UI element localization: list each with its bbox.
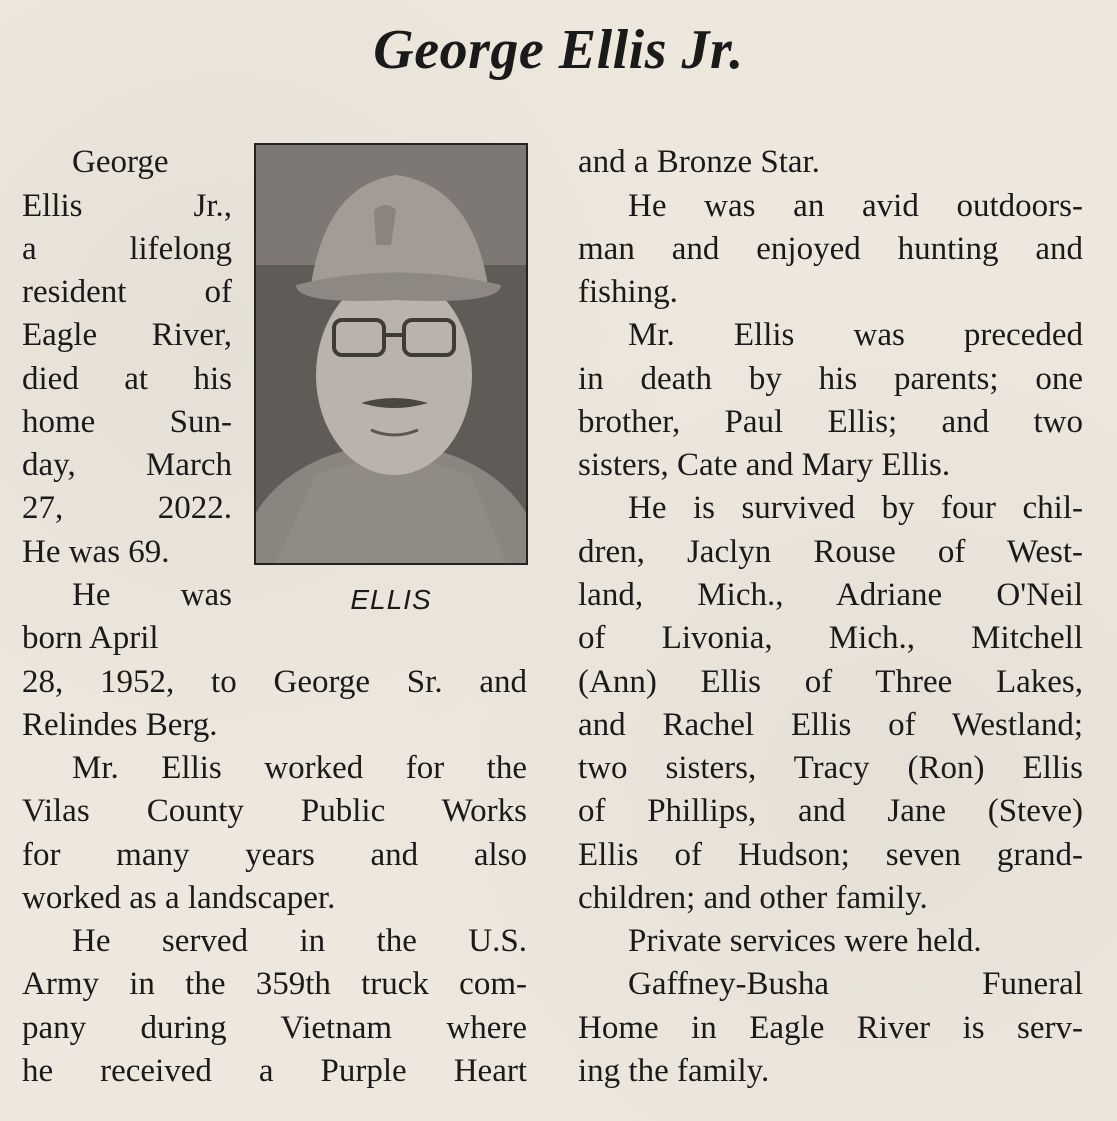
text-line: George <box>72 144 169 180</box>
text-line: in death by his parents; one <box>578 361 1083 397</box>
portrait-image <box>256 145 526 563</box>
text-line: Relindes Berg. <box>22 707 218 743</box>
obituary-title: George Ellis Jr. <box>373 19 744 81</box>
text-line: Gaffney-Busha Funeral <box>628 966 1083 1002</box>
text-line: died at his <box>22 361 232 397</box>
text-line: Vilas County Public Works <box>22 793 527 829</box>
text-line: He served in the U.S. <box>72 923 527 959</box>
text-line: 27, 2022. <box>22 490 232 526</box>
text-line: Ellis of Hudson; seven grand- <box>578 837 1083 873</box>
text-line: a lifelong <box>22 231 232 267</box>
text-line: day, March <box>22 447 232 483</box>
text-line: Home in Eagle River is serv- <box>578 1010 1083 1046</box>
text-line: resident of <box>22 274 232 310</box>
text-line: and a Bronze Star. <box>578 144 820 180</box>
text-line: sisters, Cate and Mary Ellis. <box>578 447 951 483</box>
text-line: born April <box>22 620 159 656</box>
text-line: Mr. Ellis was preceded <box>628 317 1083 353</box>
text-line: and Rachel Ellis of Westland; <box>578 707 1083 743</box>
text-line: fishing. <box>578 274 678 310</box>
text-line: Mr. Ellis worked for the <box>72 750 527 786</box>
text-line: worked as a landscaper. <box>22 880 336 916</box>
photo-caption: ELLIS <box>350 584 432 615</box>
text-line: land, Mich., Adriane O'Neil <box>578 577 1083 613</box>
text-line: Ellis Jr., <box>22 188 232 224</box>
text-line: ing the family. <box>578 1053 770 1089</box>
text-line: pany during Vietnam where <box>22 1010 527 1046</box>
text-line: He was an avid outdoors- <box>628 188 1083 224</box>
text-line: children; and other family. <box>578 880 928 916</box>
text-line: he received a Purple Heart <box>22 1053 527 1089</box>
text-line: Eagle River, <box>22 317 232 353</box>
text-line: He was <box>72 577 232 613</box>
text-line: He is survived by four chil- <box>628 490 1083 526</box>
portrait-photo <box>254 143 528 565</box>
text-line: (Ann) Ellis of Three Lakes, <box>578 664 1083 700</box>
text-line: man and enjoyed hunting and <box>578 231 1083 267</box>
text-line: dren, Jaclyn Rouse of West- <box>578 534 1083 570</box>
text-line: of Phillips, and Jane (Steve) <box>578 793 1083 829</box>
text-line: 28, 1952, to George Sr. and <box>22 664 527 700</box>
text-line: home Sun- <box>22 404 232 440</box>
text-line: two sisters, Tracy (Ron) Ellis <box>578 750 1083 786</box>
text-line: for many years and also <box>22 837 527 873</box>
text-line: brother, Paul Ellis; and two <box>578 404 1083 440</box>
text-line: of Livonia, Mich., Mitchell <box>578 620 1083 656</box>
text-line: Private services were held. <box>628 923 982 959</box>
text-line: Army in the 359th truck com- <box>22 966 527 1002</box>
text-line: He was 69. <box>22 534 170 570</box>
